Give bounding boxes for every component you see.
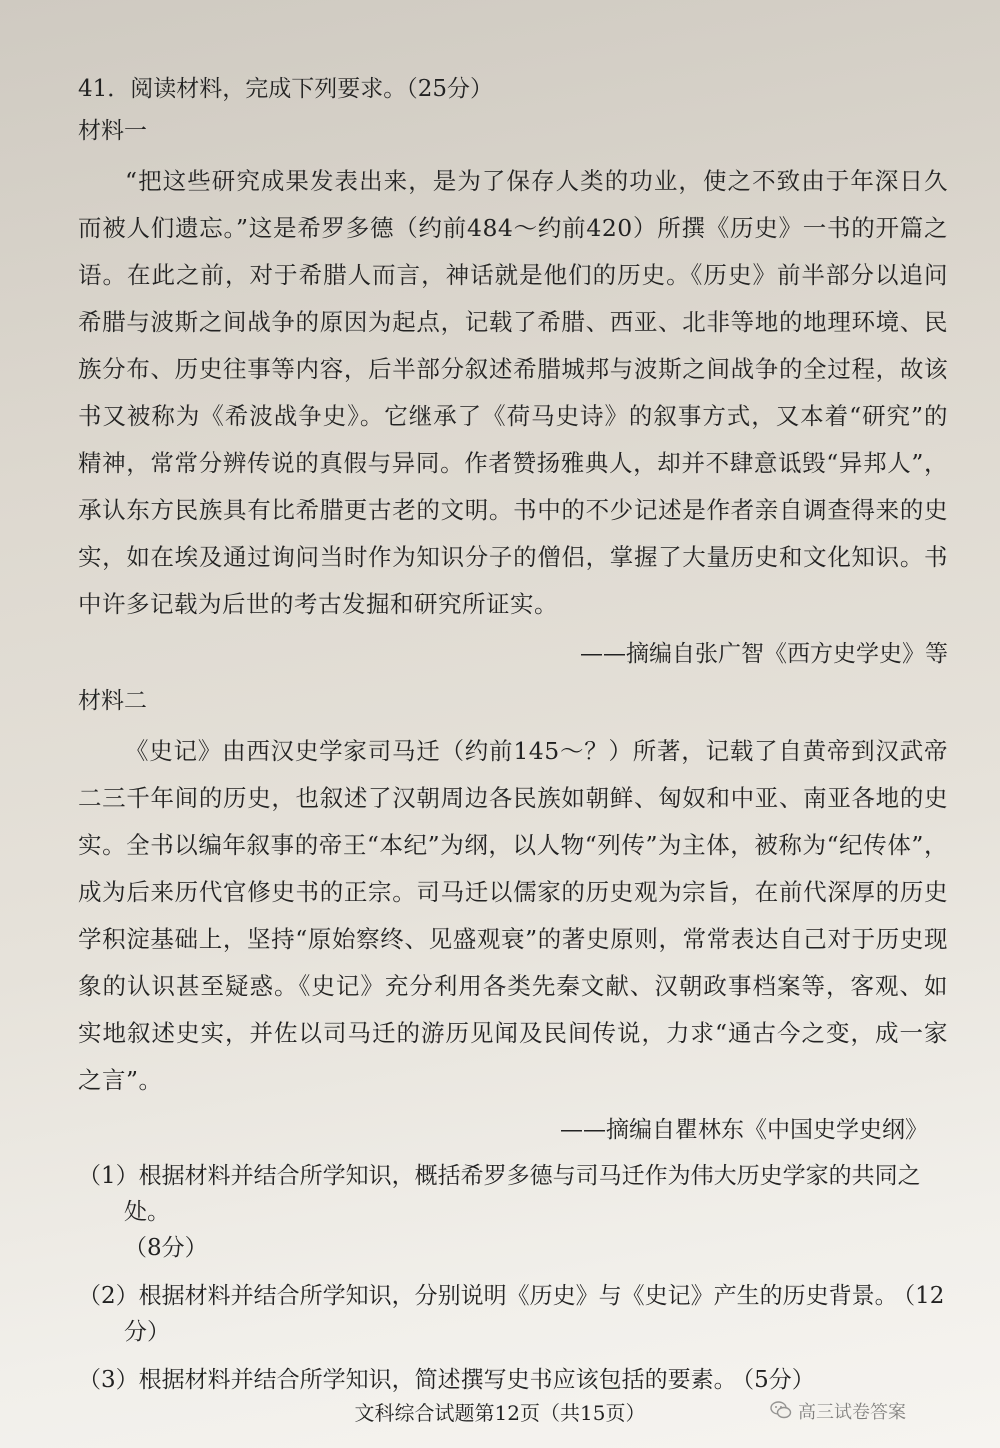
material-two-label: 材料二 xyxy=(78,688,147,714)
sub-question-3-number: （3） xyxy=(78,1367,139,1393)
material-two xyxy=(78,682,948,1150)
page-footer: 文科综合试题第12页（共15页） xyxy=(354,1401,646,1425)
material-one-label: 材料一 xyxy=(78,118,147,144)
page-content xyxy=(78,70,948,1410)
sub-question-2-text: 根据材料并结合所学知识，分别说明《历史》与《史记》产生的历史背景。 xyxy=(138,1283,898,1309)
sub-question-2 xyxy=(78,1278,948,1350)
material-two-text: 《史记》由西汉史学家司马迁（约前145～？）所著，记载了自黄帝到汉武帝二三千年间的历史，也叙述了汉朝周边各民族如朝鲜、匈奴和中亚、南亚各地的史实。全书以编年叙事的帝王“本纪”为纲，以人物“列传”为主体，被称为“纪传体”，成为后来历代官修史书的正宗。司马迁以儒家的历史观为宗旨，在前代深厚的历史学积淀基础上，坚持“原始察终、见盛观衰”的著史原则，常常表达自己对于历史现象的认识甚至疑惑。《史记》充分利用各类先秦文献、汉朝政事档案等，客观、如实地叙述史实，并佐以司马迁的游历见闻及民间传说，力求“通古今之变，成一家之言”。 xyxy=(78,737,948,1094)
sub-question-1-number: （1） xyxy=(78,1163,139,1189)
material-one-source: ——摘编自张广智《西方史学史》等 xyxy=(580,641,948,667)
watermark xyxy=(752,1358,972,1438)
question-heading: 41．阅读材料，完成下列要求。（25分） xyxy=(78,76,494,102)
sub-question-3-text: 根据材料并结合所学知识，简述撰写史书应该包括的要素。 xyxy=(138,1367,737,1393)
sub-question-3-points: （5分） xyxy=(742,1367,815,1393)
sub-question-1-text: 根据材料并结合所学知识，概括希罗多德与司马迁作为伟大历史学家的共同之处。 xyxy=(124,1163,921,1225)
sub-question-2-number: （2） xyxy=(78,1283,139,1309)
sub-question-2-points: （12分） xyxy=(124,1283,945,1345)
wechat-icon xyxy=(770,1400,792,1420)
material-two-source: ——摘编自瞿林东《中国史学史纲》 xyxy=(560,1117,928,1143)
material-one xyxy=(78,112,948,674)
material-one-text: “把这些研究成果发表出来，是为了保存人类的功业，使之不致由于年深日久而被人们遗忘。”这是希罗多德（约前484～约前420）所撰《历史》一书的开篇之语。在此之前，对于希腊人而言，神话就是他们的历史。《历史》前半部分以追问希腊与波斯之间战争的原因为起点，记载了希腊、西亚、北非等地的地理环境、民族分布、历史往事等内容，后半部分叙述希腊城邦与波斯之间战争的全过程，故该书又被称为《希波战争史》。它继承了《荷马史诗》的叙事方式，又本着“研究”的精神，常常分辨传说的真假与异同。作者赞扬雅典人，却并不肆意诋毁“异邦人”，承认东方民族具有比希腊更古老的文明。书中的不少记述是作者亲自调查得来的史实，如在埃及通过询问当时作为知识分子的僧侣，掌握了大量历史和文化知识。书中许多记载为后世的考古发掘和研究所证实。 xyxy=(78,167,948,618)
watermark-text: 高三试卷答案 xyxy=(798,1402,906,1423)
sub-question-1-points: （8分） xyxy=(124,1235,208,1261)
sub-question-1 xyxy=(78,1158,948,1266)
